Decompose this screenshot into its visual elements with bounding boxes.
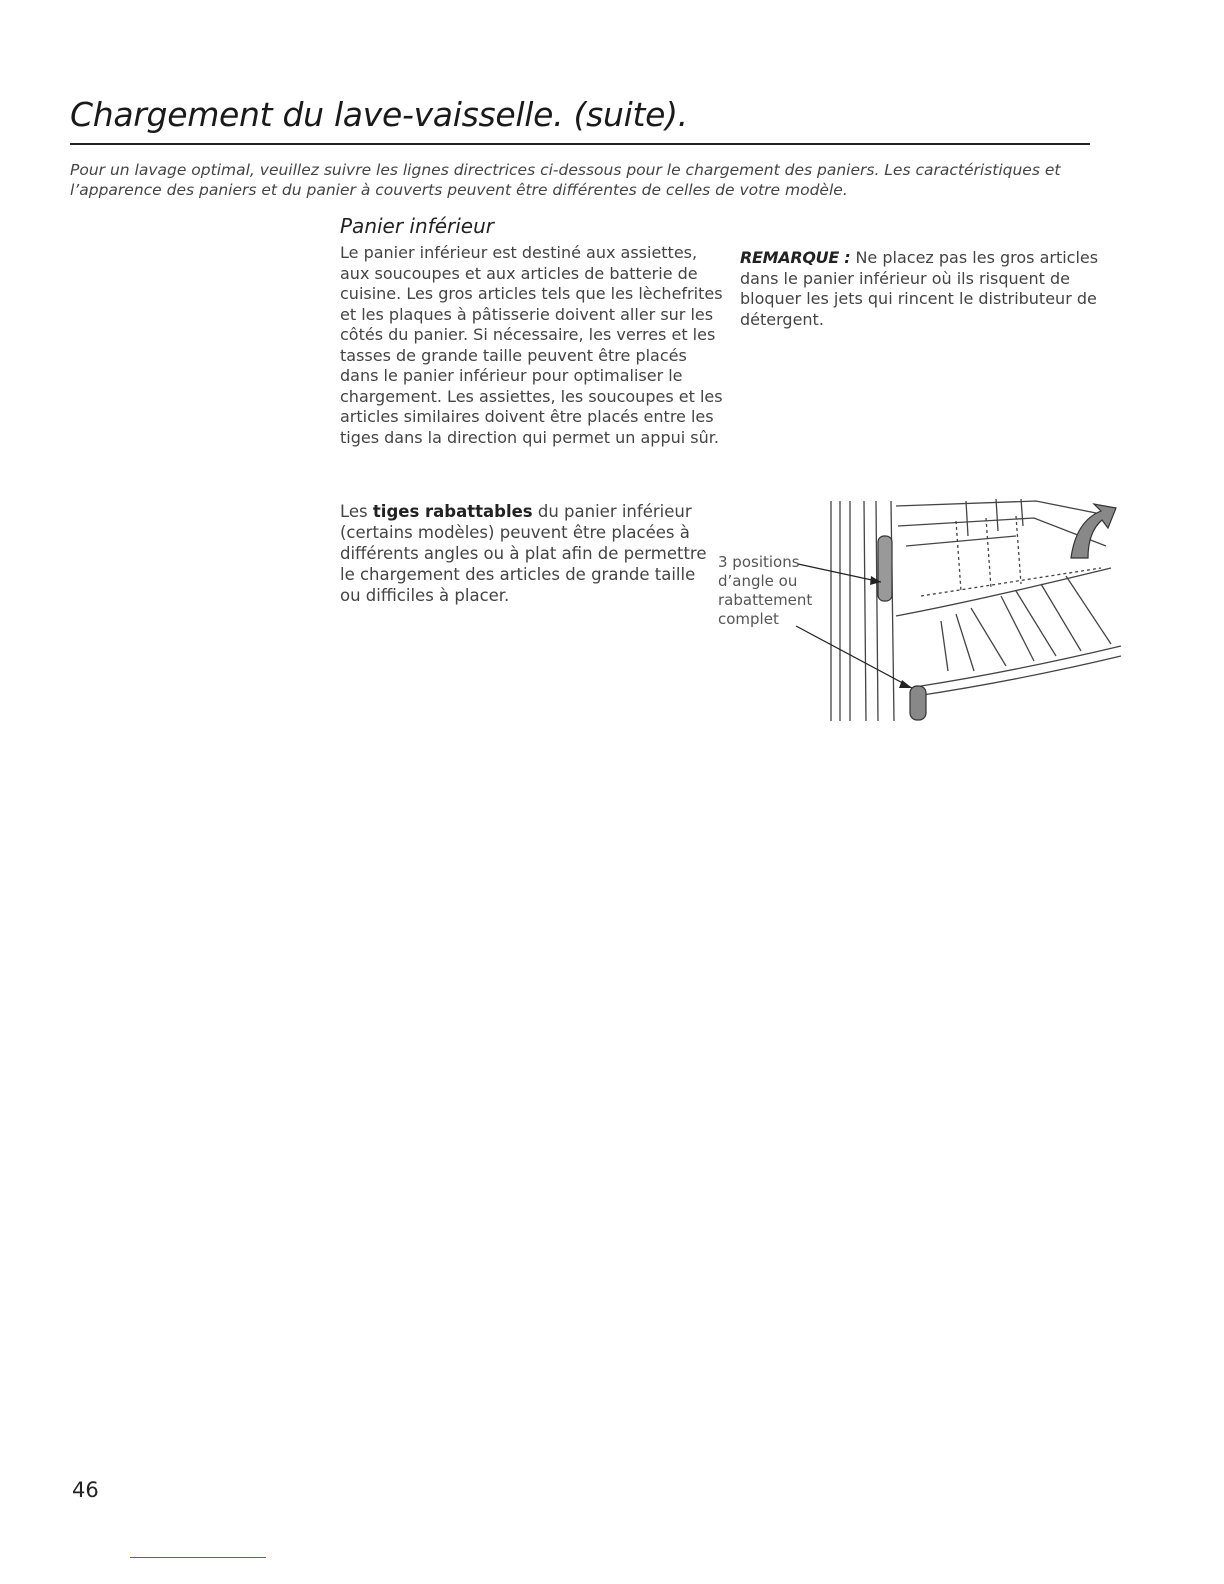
page-number: 46 [72,1478,99,1502]
folding-tines-term: tiges rabattables [372,502,533,521]
page-title: Chargement du lave-vaisselle. (suite). [70,95,688,134]
lower-rack-paragraph: Le panier inférieur est destiné aux assiettes, aux soucoupes et aux articles de batterie de cuisine. Les gros articles tels que les lèchefrites et les plaques à pâtisserie doivent aller sur les côtés du panier. Si nécessaire, les verres et les tasses de grande taille peuvent être placés dans le panier inférieur pour optimaliser le chargement. Les assiettes, les soucoupes et les articles similaires doivent être placés entre les tiges dans la direction qui permet un appui sûr. [340,243,723,447]
folding-tines-paragraph [340,501,720,606]
note-paragraph [740,248,1105,330]
folding-tines-text-start: Les [340,502,373,521]
note-text: Ne placez pas les gros articles dans le panier inférieur où ils risquent de bloquer les jets qui rincent le distributeur de détergent. [740,248,1099,329]
figure-label: 3 positions d’angle ou rabattement complet [718,553,813,628]
footer-line [130,1557,266,1558]
section-title: Panier inférieur [340,214,494,238]
note-label: REMARQUE : [740,248,851,267]
folding-tines-text-end: du panier inférieur (certains modèles) peuvent être placées à différents angles ou à plat afin de permettre le chargement des articles de grande taille ou difficiles à placer. [340,502,707,605]
intro-text: Pour un lavage optimal, veuillez suivre les lignes directrices ci-dessous pour le chargement des paniers. Les caractéristiques et l’apparence des paniers et du panier à couverts peuvent être différentes de celles de votre modèle. [70,161,1061,199]
title-divider [70,143,1090,145]
